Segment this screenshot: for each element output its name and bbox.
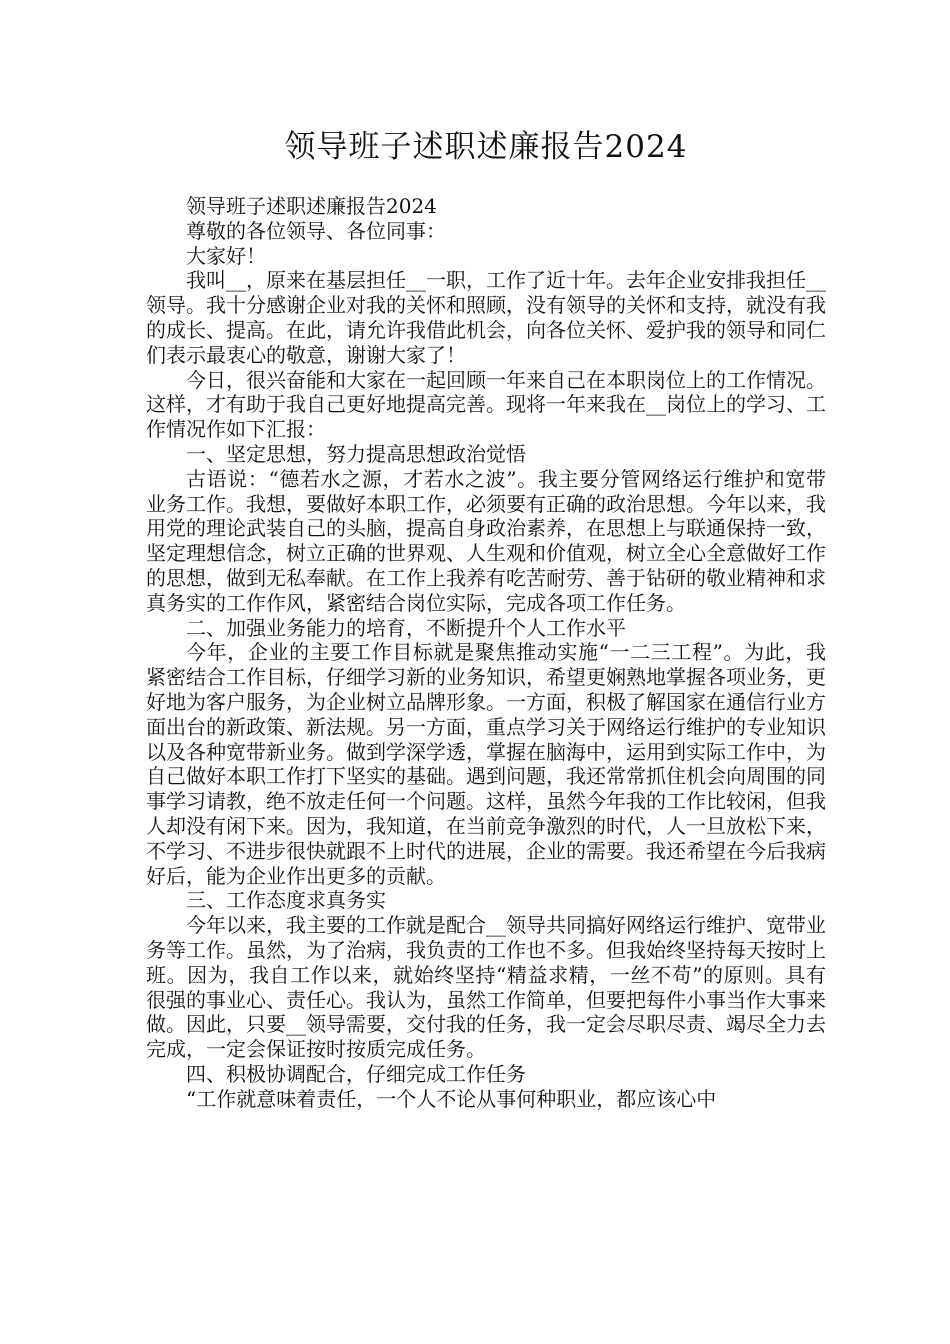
section-heading-4: 四、积极协调配合，仔细完成工作任务 xyxy=(186,1061,526,1086)
paragraph-review: 今日，很兴奋能和大家在一起回顾一年来自己在本职岗位上的工作情况。这样，才有助于我自己更好地提高完善。现将一年来我在__岗位上的学习、工作情况作如下汇报： xyxy=(146,367,826,442)
paragraph-section-2: 今年，企业的主要工作目标就是聚焦推动实施“一二三工程”。为此，我紧密结合工作目标，仔细学习新的业务知识，希望更娴熟地掌握各项业务，更好地为客户服务，为企业树立品牌形象。一方面，积极了解国家在通信行业方面出台的新政策、新法规。另一方面，重点学习关于网络运行维护的专业知识以及各种宽带新业务。做到学深学透，掌握在脑海中，运用到实际工作中，为自己做好本职工作打下坚实的基础。遇到问题，我还常常抓住机会向周围的同事学习请教，绝不放走任何一个问题。这样，虽然今年我的工作比较闲，但我人却没有闲下来。因为，我知道，在当前竞争激烈的时代，人一旦放松下来，不学习、不进步很快就跟不上时代的进展，企业的需要。我还希望在今后我病好后，能为企业作出更多的贡献。 xyxy=(146,640,826,888)
section-heading-3: 三、工作态度求真务实 xyxy=(186,888,386,913)
paragraph-introduction: 我叫__，原来在基层担任__一职，工作了近十年。去年企业安排我担任__领导。我十分感谢企业对我的关怀和照顾，没有领导的关怀和支持，就没有我的成长、提高。在此，请允许我借此机会，向各位关怀、爱护我的领导和同仁们表示最衷心的敬意，谢谢大家了！ xyxy=(146,268,826,367)
document-body xyxy=(146,194,826,1111)
paragraph-section-4: “工作就意味着责任，一个人不论从事何种职业，都应该心中 xyxy=(186,1086,717,1111)
greeting: 大家好！ xyxy=(186,243,266,268)
subtitle-line: 领导班子述职述廉报告2024 xyxy=(186,194,437,218)
section-heading-1: 一、坚定思想，努力提高思想政治觉悟 xyxy=(186,441,526,466)
section-heading-2: 二、加强业务能力的培育，不断提升个人工作水平 xyxy=(186,615,626,640)
paragraph-section-3: 今年以来，我主要的工作就是配合__领导共同搞好网络运行维护、宽带业务等工作。虽然，为了治病，我负责的工作也不多。但我始终坚持每天按时上班。因为，我自工作以来，就始终坚持“精益求精，一丝不苟”的原则。具有很强的事业心、责任心。我认为，虽然工作简单，但要把每件小事当作大事来做。因此，只要__领导需要，交付我的任务，我一定会尽职尽责、竭尽全力去完成，一定会保证按时按质完成任务。 xyxy=(146,913,826,1062)
document-title: 领导班子述职述廉报告2024 xyxy=(284,129,688,165)
salutation: 尊敬的各位领导、各位同事： xyxy=(186,218,446,243)
document-page xyxy=(146,122,826,1111)
paragraph-section-1: 古语说：“德若水之源，才若水之波”。我主要分管网络运行维护和宽带业务工作。我想，要做好本职工作，必须要有正确的政治思想。今年以来，我用党的理论武装自己的头脑，提高自身政治素养，在思想上与联通保持一致，坚定理想信念，树立正确的世界观、人生观和价值观，树立全心全意做好工作的思想，做到无私奉献。在工作上我养有吃苦耐劳、善于钻研的敬业精神和求真务实的工作作风，紧密结合岗位实际，完成各项工作任务。 xyxy=(146,466,826,615)
